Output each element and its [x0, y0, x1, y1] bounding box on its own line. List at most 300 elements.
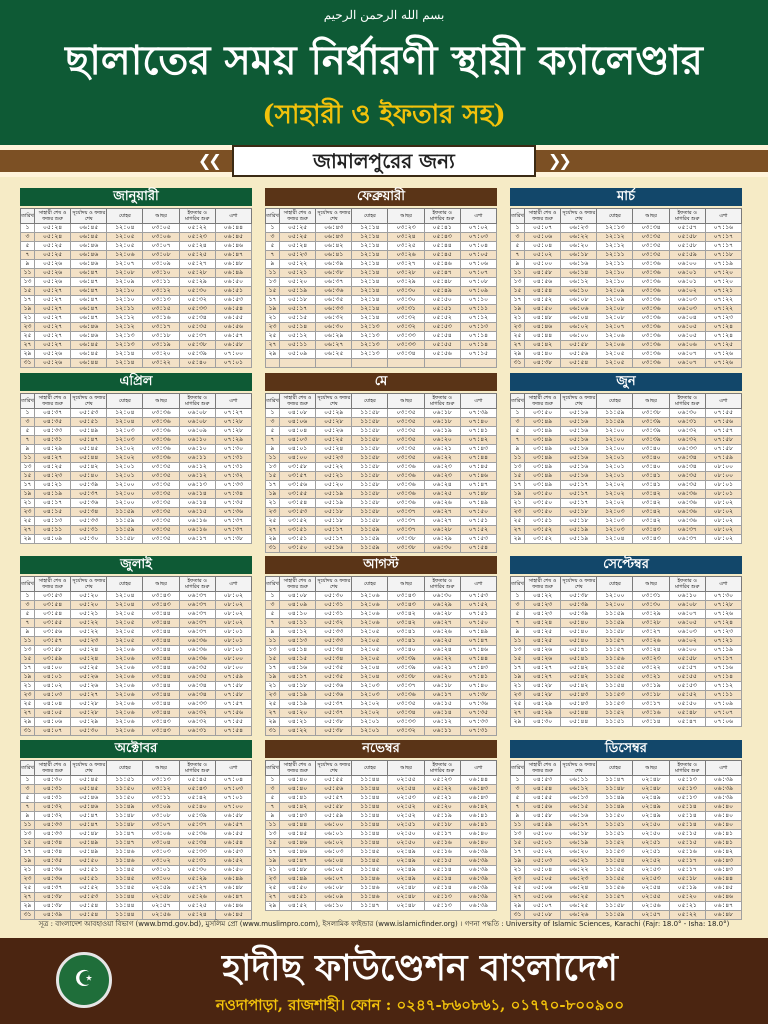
- date-cell: ১৫: [511, 839, 525, 848]
- time-cell: ০৩:৩৬: [633, 287, 669, 296]
- time-cell: ০৬:২৭: [424, 619, 460, 628]
- time-cell: ০২:৪৮: [633, 785, 669, 794]
- time-cell: ০৩:১৭: [143, 323, 179, 332]
- time-cell: ১২:১১: [597, 260, 633, 269]
- date-cell: ২৯: [266, 718, 280, 727]
- time-cell: ০৫:২৬: [35, 359, 71, 368]
- table-row: [21, 812, 252, 821]
- time-cell: ০৫:৫০: [71, 857, 107, 866]
- time-cell: ০৫:৫২: [424, 314, 460, 323]
- time-cell: ০৫:৫০: [424, 296, 460, 305]
- time-cell: ১২:০৬: [107, 673, 143, 682]
- time-cell: ০৪:৪৮: [280, 866, 316, 875]
- chevron-right-icon: ❯❯: [548, 151, 569, 170]
- time-cell: ০৫:১৩: [669, 794, 705, 803]
- date-cell: ৩: [266, 418, 280, 427]
- time-cell: ০৫:৪৫: [424, 251, 460, 260]
- time-cell: ০৩:৩৫: [388, 427, 424, 436]
- prayer-time-table: [265, 393, 497, 553]
- time-cell: ০৫:৫৯: [316, 812, 352, 821]
- time-cell: ০৫:৫৮: [669, 233, 705, 242]
- time-cell: ০৬:৩০: [669, 409, 705, 418]
- date-cell: ১৫: [266, 472, 280, 481]
- time-cell: ১২:০১: [352, 727, 388, 736]
- table-row: [21, 526, 252, 535]
- time-cell: ১২:০৫: [597, 359, 633, 368]
- table-row: [21, 848, 252, 857]
- table-row: [266, 323, 497, 332]
- time-cell: ০৬:৪৬: [215, 902, 251, 911]
- date-cell: ২১: [266, 682, 280, 691]
- time-cell: ০৩:৩৮: [388, 535, 424, 544]
- table-row: [266, 709, 497, 718]
- month-block: [20, 188, 252, 368]
- time-cell: ০৭:৫৬: [215, 709, 251, 718]
- time-cell: ০৫:২২: [179, 224, 215, 233]
- date-cell: ২৩: [21, 691, 35, 700]
- table-row: [511, 785, 742, 794]
- time-cell: ০৬:৪৫: [71, 341, 107, 350]
- table-row: [266, 902, 497, 911]
- table-row: [21, 700, 252, 709]
- time-cell: ০২:৫০: [633, 830, 669, 839]
- time-cell: ০৫:১৮: [316, 508, 352, 517]
- time-cell: ০৩:৩৫: [143, 508, 179, 517]
- table-row: [21, 839, 252, 848]
- table-row: [511, 481, 742, 490]
- time-cell: ০৪:৪৩: [280, 812, 316, 821]
- time-cell: ০৫:৪৬: [71, 803, 107, 812]
- time-cell: ০৫:৪৮: [71, 830, 107, 839]
- date-cell: ১: [511, 776, 525, 785]
- time-cell: ০২:৪৯: [633, 812, 669, 821]
- time-cell: ০৪:০২: [35, 682, 71, 691]
- time-cell: ০৭:৪৯: [460, 628, 496, 637]
- table-row: [511, 269, 742, 278]
- time-cell: ০৬:০৭: [316, 875, 352, 884]
- time-cell: ০৭:০৪: [215, 776, 251, 785]
- time-cell: ০২:৫২: [388, 812, 424, 821]
- table-row: [21, 592, 252, 601]
- column-header: যোহর: [352, 761, 388, 776]
- time-cell: ০৭:৩৬: [215, 508, 251, 517]
- time-cell: ০৫:০৭: [525, 224, 561, 233]
- time-cell: ০৬:১০: [179, 445, 215, 454]
- time-cell: ১১:৪৪: [107, 911, 143, 920]
- time-cell: ০৬:৪৭: [71, 305, 107, 314]
- time-cell: ০৫:৩১: [316, 610, 352, 619]
- date-cell: ২৩: [511, 323, 525, 332]
- date-cell: ২৯: [266, 535, 280, 544]
- time-cell: ১২:১৪: [352, 233, 388, 242]
- time-cell: ০২:৫০: [388, 839, 424, 848]
- time-cell: ০৬:০৫: [669, 619, 705, 628]
- table-row: [21, 454, 252, 463]
- time-cell: ১২:০৫: [107, 610, 143, 619]
- time-cell: ০৬:৪৭: [705, 902, 741, 911]
- time-cell: ০৪:০৮: [280, 592, 316, 601]
- time-cell: ০৬:৩৯: [705, 776, 741, 785]
- time-cell: ০৩:৩৬: [388, 463, 424, 472]
- time-cell: ০৩:৪৪: [143, 682, 179, 691]
- time-cell: ০৬:৪৫: [71, 350, 107, 359]
- table-row: [21, 314, 252, 323]
- time-cell: ০৫:৪০: [561, 628, 597, 637]
- time-cell: ০৩:২৪: [633, 646, 669, 655]
- table-row: [266, 601, 497, 610]
- time-cell: ০৫:৪৫: [179, 776, 215, 785]
- date-cell: ২৭: [21, 526, 35, 535]
- time-cell: ১১:৫১: [107, 776, 143, 785]
- time-cell: ০৫:১৮: [424, 821, 460, 830]
- date-cell: ৩১: [511, 911, 525, 920]
- time-cell: ০৩:৪০: [633, 445, 669, 454]
- time-cell: ১২:১০: [597, 278, 633, 287]
- time-cell: ০৩:৩৭: [388, 526, 424, 535]
- time-cell: ০৮:০২: [705, 526, 741, 535]
- column-header: সূর্যোদয় ও ফজর শেষ: [317, 762, 351, 774]
- time-cell: ০২:৫৬: [633, 902, 669, 911]
- date-cell: ৩১: [266, 727, 280, 736]
- date-cell: ২৩: [266, 875, 280, 884]
- time-cell: ০৪:৪৭: [280, 857, 316, 866]
- date-cell: ৫: [266, 610, 280, 619]
- time-cell: ০৩:৩৫: [143, 526, 179, 535]
- time-cell: ০৬:৪৭: [71, 287, 107, 296]
- time-cell: ১২:১৪: [107, 350, 143, 359]
- date-cell: ১৫: [21, 287, 35, 296]
- date-cell: ৯: [266, 445, 280, 454]
- time-cell: ০৬:৫৪: [215, 839, 251, 848]
- time-cell: ০৩:৩৫: [388, 409, 424, 418]
- time-cell: ০৩:৫২: [280, 517, 316, 526]
- time-cell: ০৫:৩৬: [179, 830, 215, 839]
- time-cell: ০৬:৩২: [316, 314, 352, 323]
- time-cell: ০২:৫৯: [143, 884, 179, 893]
- time-cell: ০৬:২৫: [561, 893, 597, 902]
- time-cell: ১১:৪৪: [352, 830, 388, 839]
- date-cell: ৩: [511, 233, 525, 242]
- time-cell: ০৫:২৩: [316, 454, 352, 463]
- time-cell: ১১:৫৫: [597, 664, 633, 673]
- time-cell: ০৪:২১: [280, 718, 316, 727]
- time-cell: ০৬:১৮: [561, 251, 597, 260]
- time-cell: ০৫:২৭: [71, 691, 107, 700]
- time-cell: ০৬:২৭: [316, 341, 352, 350]
- time-cell: ০৭:০০: [215, 803, 251, 812]
- time-cell: ০৩:২৯: [388, 278, 424, 287]
- time-cell: ০৬:৪৭: [71, 314, 107, 323]
- time-cell: ০৫:৪১: [424, 224, 460, 233]
- time-cell: ০৭:৪০: [460, 682, 496, 691]
- date-cell: ১: [266, 592, 280, 601]
- time-cell: ১২:০৬: [352, 619, 388, 628]
- source-note: সূত্র : বাংলাদেশ আবহাওয়া বিভাগ (www.bmd.gov.bd), মুসলিম প্রো (www.muslimpro.com), ইসলামিক ফাইন্ডার (www.islamicfinder.org) । গণনা পদ্ধতি : University of Islamic Sciences, Karachi (Fajr: 18.0° - Isha: 18.0°): [38, 920, 730, 928]
- date-cell: ১৯: [266, 673, 280, 682]
- time-cell: ০৬:১১: [179, 454, 215, 463]
- time-cell: ০৮:০২: [705, 499, 741, 508]
- column-header: তারিখ: [266, 209, 280, 224]
- table-row: [21, 251, 252, 260]
- time-cell: ০৬:০৩: [669, 628, 705, 637]
- time-cell: ০৭:০৫: [460, 251, 496, 260]
- time-cell: ০৪:৫২: [280, 902, 316, 911]
- time-cell: ০৪:১৩: [280, 637, 316, 646]
- date-cell: ১৩: [266, 463, 280, 472]
- table-row: [266, 359, 497, 368]
- time-cell: ১২:০৪: [352, 673, 388, 682]
- month-block: [265, 740, 497, 911]
- date-cell: ১৭: [511, 296, 525, 305]
- time-cell: ০৫:১৭: [669, 857, 705, 866]
- time-cell: ০৫:২৪: [316, 445, 352, 454]
- time-cell: ১২:০৬: [107, 691, 143, 700]
- time-cell: ০৪:১৭: [35, 499, 71, 508]
- time-cell: ০৫:০৬: [525, 233, 561, 242]
- time-cell: ১২:০৬: [107, 251, 143, 260]
- time-cell: ০৬:৫৫: [215, 830, 251, 839]
- date-cell: ৫: [21, 242, 35, 251]
- time-cell: ০৩:৪৯: [525, 418, 561, 427]
- date-cell: ২১: [266, 499, 280, 508]
- time-cell: ০৬:৪৬: [705, 893, 741, 902]
- column-header: সূর্যোদয় ও ফজর শেষ: [317, 395, 351, 407]
- time-cell: ০৩:০৪: [143, 839, 179, 848]
- time-cell: ১২:০৪: [352, 664, 388, 673]
- time-cell: ০৬:৩৯: [705, 794, 741, 803]
- time-cell: ০৫:১২: [280, 332, 316, 341]
- time-cell: ০৪:৫৮: [525, 269, 561, 278]
- date-cell: ১৫: [266, 839, 280, 848]
- table-row: [21, 893, 252, 902]
- time-cell: ০৮:০১: [705, 481, 741, 490]
- date-cell: ১: [511, 409, 525, 418]
- time-cell: ০৭:৩৫: [215, 499, 251, 508]
- column-header: সাহারী শেষ ও ফজর শুরু: [525, 577, 561, 592]
- time-cell: ১১:৪৮: [597, 785, 633, 794]
- time-cell: ০৪:৫২: [525, 296, 561, 305]
- time-cell: ০৫:৩৩: [71, 517, 107, 526]
- time-cell: ১২:০৮: [597, 305, 633, 314]
- time-cell: ০৬:১৪: [179, 499, 215, 508]
- time-cell: ০৫:৩২: [179, 296, 215, 305]
- time-cell: ০৪:৩০: [525, 718, 561, 727]
- time-cell: ০৩:৩৬: [633, 350, 669, 359]
- time-cell: ০৩:৩৯: [633, 436, 669, 445]
- time-cell: ০৩:৪৩: [388, 592, 424, 601]
- time-cell: ০৬:০৩: [669, 296, 705, 305]
- time-cell: ০৫:২৭: [35, 305, 71, 314]
- time-cell: ০৭:২২: [705, 296, 741, 305]
- time-cell: ০৩:২৫: [388, 242, 424, 251]
- time-cell: ০৬:০৪: [669, 314, 705, 323]
- date-cell: ২৭: [266, 341, 280, 350]
- time-cell: ০৩:৩৫: [143, 490, 179, 499]
- time-cell: ০৫:১৪: [669, 821, 705, 830]
- time-cell: ০৬:১৪: [561, 269, 597, 278]
- time-cell: ০৬:৩০: [424, 544, 460, 553]
- time-cell: ০৭:৩৪: [215, 490, 251, 499]
- time-cell: ০৩:২৪: [388, 233, 424, 242]
- time-cell: ০৩:৫৫: [280, 490, 316, 499]
- time-cell: ০৬:৩৪: [179, 682, 215, 691]
- time-cell: ০৫:২৪: [35, 224, 71, 233]
- time-cell: ০৩:৪৪: [143, 610, 179, 619]
- date-cell: ১৯: [511, 673, 525, 682]
- table-row: [266, 893, 497, 902]
- time-cell: ১২:০০: [597, 445, 633, 454]
- time-cell: ০৫:২৮: [179, 269, 215, 278]
- time-cell: ০৫:১৭: [561, 499, 597, 508]
- table-row: [21, 490, 252, 499]
- time-cell: ০৬:০০: [561, 332, 597, 341]
- table-row: [21, 481, 252, 490]
- time-cell: ০৬:৫৭: [215, 332, 251, 341]
- date-cell: ১: [21, 776, 35, 785]
- table-row: [511, 601, 742, 610]
- time-cell: ০২:৫০: [633, 821, 669, 830]
- time-cell: ১২:০৬: [107, 709, 143, 718]
- date-cell: ১৭: [21, 848, 35, 857]
- time-cell: ০৬:০৪: [316, 857, 352, 866]
- column-header: সাহারী শেষ ও ফজর শুরু: [280, 394, 316, 409]
- time-cell: ০৬:১৯: [561, 839, 597, 848]
- time-cell: ০৭:৩৭: [215, 526, 251, 535]
- table-row: [266, 628, 497, 637]
- column-header: সূর্যোদয় ও ফজর শেষ: [562, 578, 596, 590]
- time-cell: ১২:০৩: [597, 508, 633, 517]
- table-row: [511, 691, 742, 700]
- time-cell: ০৫:১৩: [669, 785, 705, 794]
- time-cell: ০৪:২০: [280, 709, 316, 718]
- time-cell: ০৫:৫২: [669, 691, 705, 700]
- time-cell: ০৫:২৫: [316, 436, 352, 445]
- time-cell: ০৬:০৪: [561, 314, 597, 323]
- time-cell: [352, 359, 388, 368]
- time-cell: ০৬:২৩: [561, 875, 597, 884]
- month-title: জুন: [510, 373, 742, 391]
- time-cell: ০৩:৩৫: [633, 233, 669, 242]
- time-cell: ০৬:০২: [669, 287, 705, 296]
- time-cell: ১২:০৪: [107, 418, 143, 427]
- time-cell: ০৬:৫১: [215, 287, 251, 296]
- time-cell: ০৫:৫৪: [424, 332, 460, 341]
- time-cell: ০৫:৫১: [71, 875, 107, 884]
- month-title: জুলাই: [20, 556, 252, 574]
- time-cell: ১১:৪৯: [597, 794, 633, 803]
- time-cell: ০৭:২৩: [705, 314, 741, 323]
- time-cell: ০৭:০২: [460, 224, 496, 233]
- column-header: সাহারী শেষ ও ফজর শুরু: [525, 761, 561, 776]
- time-cell: ০৭:৩০: [705, 592, 741, 601]
- date-cell: ২৩: [266, 691, 280, 700]
- date-cell: ১৩: [266, 830, 280, 839]
- column-header: ইফতার ও মাগরিব শুরু: [179, 577, 215, 592]
- bismillah: بسم الله الرحمن الرحيم: [323, 8, 445, 22]
- table-row: [21, 341, 252, 350]
- table-row: [511, 682, 742, 691]
- time-cell: ০৩:২৯: [633, 610, 669, 619]
- date-cell: ১১: [21, 454, 35, 463]
- time-cell: ০৬:৩২: [669, 427, 705, 436]
- time-cell: ০৩:৩৩: [388, 341, 424, 350]
- time-cell: ১১:৪৭: [107, 839, 143, 848]
- time-cell: ০৪:০৯: [35, 535, 71, 544]
- time-cell: ০৩:৩৫: [633, 242, 669, 251]
- time-cell: ০৩:৫৭: [35, 637, 71, 646]
- time-cell: ১১:৪৪: [352, 785, 388, 794]
- time-cell: ০৪:২৯: [35, 445, 71, 454]
- time-cell: ১১:৫৮: [107, 535, 143, 544]
- time-cell: ০৩:২০: [143, 350, 179, 359]
- time-cell: ০৮:০১: [705, 490, 741, 499]
- time-cell: ১২:১৪: [352, 296, 388, 305]
- time-cell: ১১:৪৮: [107, 812, 143, 821]
- time-cell: ০৫:২১: [424, 794, 460, 803]
- column-header: সাহারী শেষ ও ফজর শুরু: [280, 577, 316, 592]
- time-cell: ১২:০৬: [107, 727, 143, 736]
- table-row: [21, 821, 252, 830]
- time-cell: ০৫:২৫: [35, 242, 71, 251]
- time-cell: ০৩:৩৩: [388, 718, 424, 727]
- time-cell: ০৪:৪৯: [280, 875, 316, 884]
- time-cell: ০৫:৪৮: [424, 278, 460, 287]
- time-cell: ০৫:৩৯: [179, 812, 215, 821]
- time-cell: ০৬:৩৬: [179, 655, 215, 664]
- time-cell: ০৩:০৩: [143, 848, 179, 857]
- time-cell: ০৪:১৪: [280, 646, 316, 655]
- time-cell: ০৫:২৫: [179, 251, 215, 260]
- time-cell: ০২:৫৩: [633, 866, 669, 875]
- prayer-time-table: [20, 760, 252, 920]
- date-cell: ৯: [511, 812, 525, 821]
- time-cell: ১২:০১: [107, 463, 143, 472]
- table-row: [266, 718, 497, 727]
- time-cell: ০৮:০০: [705, 472, 741, 481]
- time-cell: ০৩:৩৮: [388, 544, 424, 553]
- time-cell: ১২:১৩: [352, 323, 388, 332]
- time-cell: ০৭:৪২: [460, 436, 496, 445]
- time-cell: ০২:৫৬: [143, 911, 179, 920]
- time-cell: ০৫:১৬: [561, 409, 597, 418]
- time-cell: ০৪:২৩: [35, 472, 71, 481]
- time-cell: ০৩:০৭: [143, 821, 179, 830]
- time-cell: ০৫:৫৯: [669, 251, 705, 260]
- time-cell: ০৪:০১: [35, 673, 71, 682]
- time-cell: ১২:০৫: [107, 233, 143, 242]
- time-cell: ০৫:৩৭: [316, 709, 352, 718]
- time-cell: ০৫:১৫: [669, 830, 705, 839]
- time-cell: ০৫:৪৫: [71, 776, 107, 785]
- time-cell: ১১:৪৯: [597, 803, 633, 812]
- time-cell: ০৭:৫০: [460, 508, 496, 517]
- time-cell: ১১:৫৮: [352, 472, 388, 481]
- date-cell: ২৩: [266, 508, 280, 517]
- time-cell: ০৭:১৪: [705, 673, 741, 682]
- time-cell: ০৭:৫৫: [215, 718, 251, 727]
- column-header: আছর: [143, 209, 179, 224]
- time-cell: ০৬:৩৬: [669, 508, 705, 517]
- column-header: যোহর: [597, 577, 633, 592]
- time-cell: ১১:৪৪: [352, 776, 388, 785]
- time-cell: ০৩:৪৯: [525, 472, 561, 481]
- column-header: এশা: [215, 761, 251, 776]
- time-cell: ০৩:৫৮: [280, 463, 316, 472]
- time-cell: ০৬:৪১: [316, 251, 352, 260]
- date-cell: ১৩: [21, 463, 35, 472]
- time-cell: ০৫:১৬: [316, 544, 352, 553]
- column-header: যোহর: [597, 394, 633, 409]
